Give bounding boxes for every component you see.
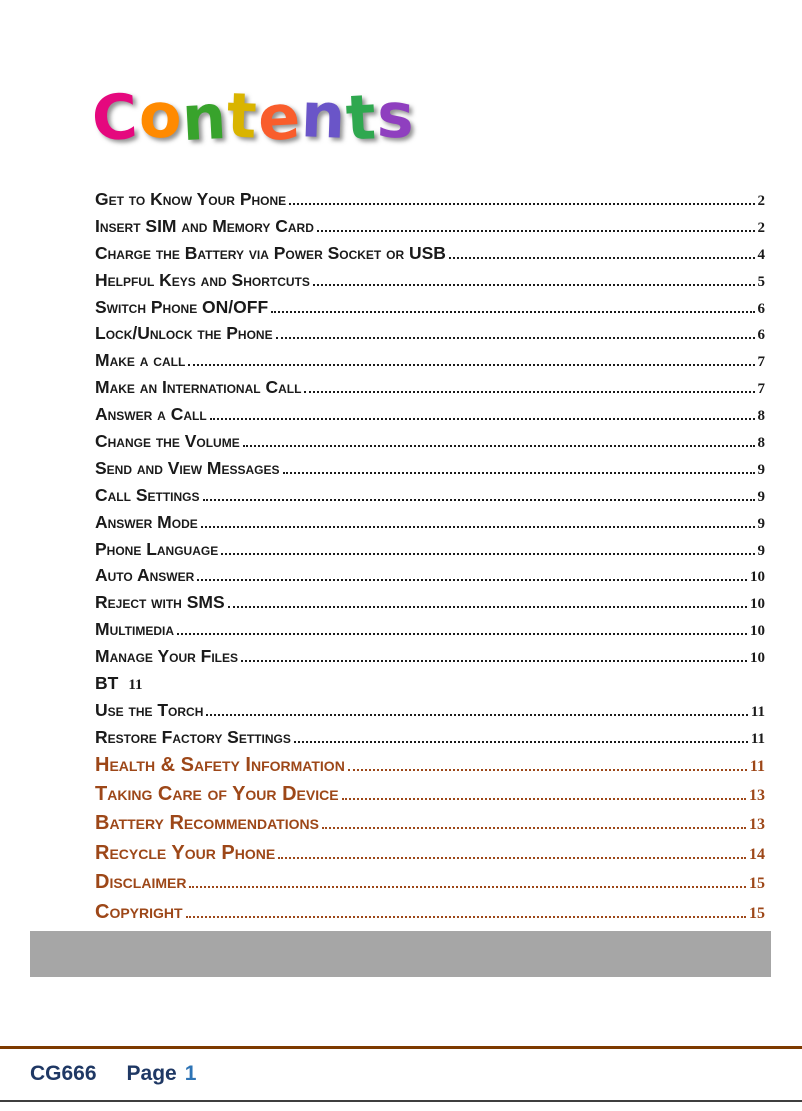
toc-entry	[95, 562, 765, 589]
toc-entry	[95, 839, 765, 868]
toc-entry-label: Recycle Your Phone	[95, 841, 276, 864]
toc-entry-page: 9	[757, 542, 765, 559]
toc-entry-label: Health & Safety Information	[95, 753, 345, 776]
toc-entry	[95, 898, 765, 927]
gray-divider-bar	[30, 931, 771, 977]
toc-entry-label: Make an International Call	[95, 377, 302, 398]
toc-leader-dots	[449, 255, 755, 259]
toc-leader-dots	[342, 796, 746, 800]
table-of-contents	[95, 186, 765, 927]
toc-entry-label: Manage Your Files	[95, 646, 239, 667]
toc-entry-page: 6	[757, 327, 765, 344]
toc-leader-dots	[241, 658, 747, 662]
toc-entry	[95, 240, 765, 267]
toc-entry-page: 10	[750, 596, 765, 613]
toc-entry-page: 10	[750, 623, 765, 640]
toc-entry	[95, 213, 765, 240]
toc-leader-dots	[201, 524, 755, 528]
page-footer	[30, 1062, 196, 1086]
toc-entry-label: Call Settings	[95, 484, 200, 505]
toc-entry-page: 9	[757, 461, 765, 478]
toc-leader-dots	[221, 551, 754, 555]
toc-entry-page: 11	[750, 730, 765, 747]
toc-entry	[95, 482, 765, 509]
toc-entry-label: Copyright	[95, 900, 183, 923]
toc-entry	[95, 670, 765, 697]
toc-leader-dots	[304, 389, 754, 393]
toc-entry-label: BT	[95, 673, 119, 694]
toc-entry-label: Taking Care of Your Device	[95, 783, 339, 806]
toc-leader-dots	[271, 309, 754, 313]
toc-leader-dots	[210, 416, 755, 420]
toc-entry-label: Switch Phone ON/OFF	[95, 296, 269, 317]
toc-entry	[95, 616, 765, 643]
toc-entry-page: 15	[749, 875, 765, 893]
toc-entry-page: 15	[749, 904, 765, 922]
contents-title	[90, 78, 416, 156]
contents-title-letter: n	[299, 78, 348, 153]
toc-entry-label: Phone Language	[95, 538, 219, 559]
toc-entry-label: Get to Know Your Phone	[95, 189, 287, 209]
toc-leader-dots	[228, 604, 747, 608]
toc-entry	[95, 536, 765, 563]
model-number: CG666	[30, 1062, 97, 1085]
toc-entry	[95, 724, 765, 751]
toc-entry-label: Send and View Messages	[95, 457, 280, 478]
toc-entry-page: 11	[749, 757, 765, 775]
toc-entry-page: 4	[757, 246, 765, 263]
contents-title-letter: C	[90, 79, 141, 156]
contents-title-letter: o	[137, 78, 184, 153]
toc-entry	[95, 267, 765, 294]
toc-entry	[95, 643, 765, 670]
toc-leader-dots	[276, 335, 755, 339]
toc-entry	[95, 294, 765, 321]
toc-entry-page: 2	[757, 193, 765, 209]
toc-entry-page: 14	[749, 845, 765, 863]
toc-entry	[95, 697, 765, 724]
toc-entry-label: Make a call	[95, 350, 186, 371]
footer-bottom-rule	[0, 1100, 802, 1102]
toc-entry-page: 5	[757, 273, 765, 290]
toc-entry-page: 8	[757, 408, 765, 425]
toc-entry-page: 13	[749, 816, 765, 834]
toc-entry	[95, 455, 765, 482]
toc-entry-page: 11	[750, 703, 765, 720]
toc-entry-page: 10	[750, 569, 765, 586]
contents-title-letter: t	[344, 80, 379, 155]
contents-title-letter: s	[375, 78, 416, 153]
toc-entry	[95, 347, 765, 374]
contents-title-letter: e	[256, 79, 303, 156]
toc-entry-page: 2	[757, 219, 765, 236]
toc-entry	[95, 809, 765, 838]
toc-entry	[95, 320, 765, 347]
toc-entry-label: Change the Volume	[95, 431, 240, 452]
toc-entry-page: 8	[757, 435, 765, 452]
toc-leader-dots	[197, 577, 747, 581]
toc-entry-page: 7	[757, 354, 765, 371]
toc-leader-dots	[313, 282, 755, 286]
toc-leader-dots	[283, 470, 755, 474]
toc-entry	[95, 186, 765, 213]
toc-leader-dots	[294, 739, 748, 743]
toc-entry-label: Battery Recommendations	[95, 812, 319, 835]
toc-entry	[95, 868, 765, 897]
toc-entry-page: 7	[757, 381, 765, 398]
toc-entry-label: Helpful Keys and Shortcuts	[95, 269, 310, 290]
toc-leader-dots	[322, 825, 746, 829]
toc-entry-label: Charge the Battery via Power Socket or USB	[95, 242, 446, 263]
contents-title-letter: n	[180, 79, 230, 156]
toc-entry	[95, 374, 765, 401]
toc-leader-dots	[206, 712, 747, 716]
toc-entry-page: 6	[757, 300, 765, 317]
toc-entry	[95, 751, 765, 780]
toc-leader-dots	[177, 631, 747, 635]
footer-top-rule	[0, 1046, 802, 1049]
toc-entry-page: 9	[757, 488, 765, 505]
toc-entry-label: Disclaimer	[95, 871, 187, 894]
toc-entry-label: Restore Factory Settings	[95, 726, 291, 747]
toc-entry-label: Reject with SMS	[95, 592, 225, 613]
toc-leader-dots	[289, 201, 754, 205]
toc-leader-dots	[189, 884, 746, 888]
toc-entry-label: Answer Mode	[95, 511, 198, 532]
toc-entry-page: 13	[749, 787, 765, 805]
toc-entry	[95, 509, 765, 536]
toc-entry-page: 11	[128, 677, 143, 694]
toc-entry	[95, 401, 765, 428]
toc-leader-dots	[188, 362, 754, 366]
toc-leader-dots	[278, 855, 746, 859]
toc-leader-dots	[317, 228, 755, 232]
toc-leader-dots	[186, 914, 746, 918]
toc-entry-label: Multimedia	[95, 619, 175, 640]
toc-entry	[95, 428, 765, 455]
page-number: 1	[184, 1062, 197, 1085]
toc-entry-page: 10	[750, 650, 765, 667]
toc-entry-label: Auto Answer	[95, 565, 195, 586]
toc-entry-label: Lock/Unlock the Phone	[95, 323, 273, 344]
toc-entry	[95, 780, 765, 809]
page-label: Page	[126, 1062, 177, 1085]
toc-leader-dots	[243, 443, 755, 447]
toc-entry-label: Use the Torch	[95, 699, 204, 720]
toc-leader-dots	[348, 767, 747, 771]
toc-entry-label: Insert SIM and Memory Card	[95, 215, 314, 236]
toc-entry	[95, 589, 765, 616]
toc-entry-label: Answer a Call	[95, 404, 207, 425]
contents-title-letter: t	[226, 78, 260, 153]
toc-leader-dots	[203, 497, 755, 501]
toc-entry-page: 9	[757, 515, 765, 532]
